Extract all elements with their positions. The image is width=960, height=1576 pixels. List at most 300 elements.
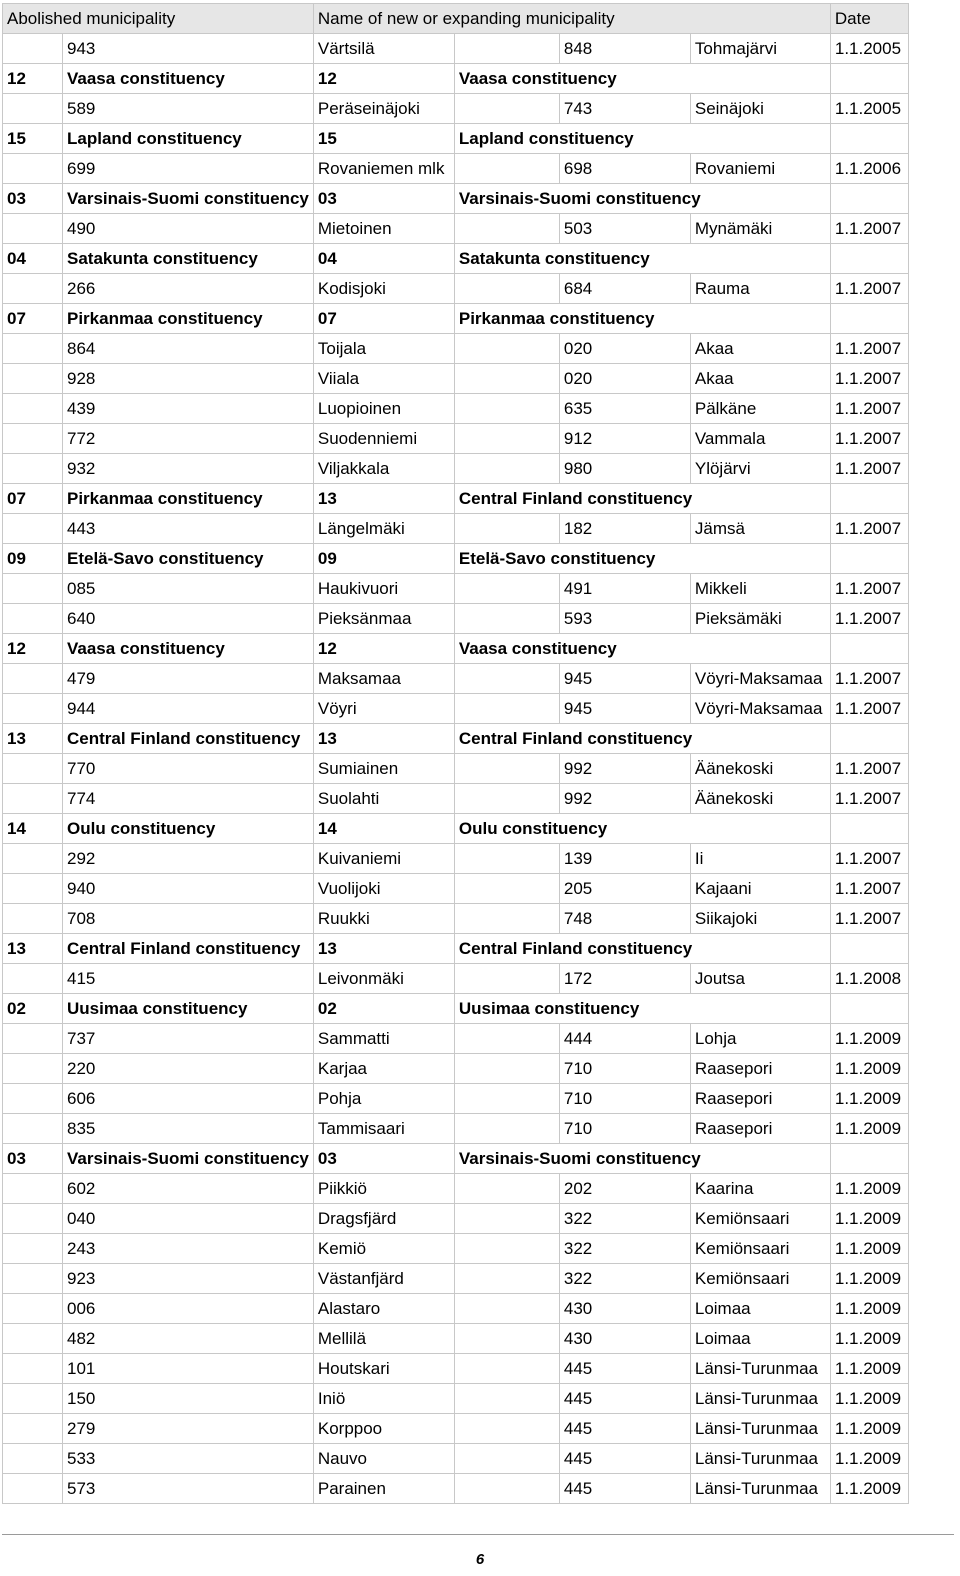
constituency-row	[3, 484, 909, 514]
new-municipality-name: Loimaa	[690, 1294, 830, 1324]
indent-cell	[3, 904, 63, 934]
municipality-row	[3, 1324, 909, 1354]
new-constituency-code: 14	[313, 814, 454, 844]
new-municipality-code: 748	[559, 904, 690, 934]
abolished-constituency-code: 15	[3, 124, 63, 154]
abolished-constituency-code: 02	[3, 994, 63, 1024]
merger-date: 1.1.2007	[830, 454, 908, 484]
constituency-row	[3, 304, 909, 334]
merger-date: 1.1.2005	[830, 34, 908, 64]
indent-cell	[454, 1294, 559, 1324]
page-number: 6	[475, 1551, 485, 1568]
new-constituency-code: 03	[313, 184, 454, 214]
merger-date: 1.1.2009	[830, 1264, 908, 1294]
new-municipality-code: 710	[559, 1054, 690, 1084]
abolished-municipality-name: Kemiö	[313, 1234, 454, 1264]
municipality-row	[3, 34, 909, 64]
indent-cell	[3, 1264, 63, 1294]
indent-cell	[454, 1444, 559, 1474]
new-constituency-name: Pirkanmaa constituency	[454, 304, 830, 334]
indent-cell	[454, 694, 559, 724]
new-municipality-name: Loimaa	[690, 1324, 830, 1354]
indent-cell	[3, 1084, 63, 1114]
new-municipality-code: 430	[559, 1294, 690, 1324]
new-municipality-code: 593	[559, 604, 690, 634]
abolished-municipality-code: 220	[63, 1054, 314, 1084]
indent-cell	[454, 1384, 559, 1414]
indent-cell	[454, 1324, 559, 1354]
new-municipality-name: Vöyri-Maksamaa	[690, 664, 830, 694]
new-municipality-name: Kajaani	[690, 874, 830, 904]
abolished-municipality-code: 835	[63, 1114, 314, 1144]
merger-date: 1.1.2007	[830, 844, 908, 874]
indent-cell	[454, 154, 559, 184]
indent-cell	[454, 1054, 559, 1084]
indent-cell	[3, 334, 63, 364]
indent-cell	[3, 274, 63, 304]
indent-cell	[454, 1354, 559, 1384]
abolished-municipality-code: 479	[63, 664, 314, 694]
municipality-row	[3, 1174, 909, 1204]
new-constituency-code: 02	[313, 994, 454, 1024]
indent-cell	[3, 754, 63, 784]
merger-date: 1.1.2009	[830, 1414, 908, 1444]
municipality-row	[3, 604, 909, 634]
abolished-municipality-code: 943	[63, 34, 314, 64]
abolished-constituency-code: 14	[3, 814, 63, 844]
indent-cell	[3, 1204, 63, 1234]
new-municipality-name: Vöyri-Maksamaa	[690, 694, 830, 724]
new-municipality-code: 503	[559, 214, 690, 244]
municipality-merger-table	[2, 3, 909, 1504]
new-municipality-code: 635	[559, 394, 690, 424]
new-municipality-code: 710	[559, 1114, 690, 1144]
abolished-constituency-name: Varsinais-Suomi constituency	[63, 184, 314, 214]
abolished-constituency-name: Oulu constituency	[63, 814, 314, 844]
new-municipality-code: 172	[559, 964, 690, 994]
constituency-row	[3, 544, 909, 574]
municipality-row	[3, 364, 909, 394]
indent-cell	[3, 1234, 63, 1264]
abolished-municipality-name: Iniö	[313, 1384, 454, 1414]
municipality-row	[3, 1294, 909, 1324]
new-municipality-code: 698	[559, 154, 690, 184]
indent-cell	[454, 334, 559, 364]
indent-cell	[3, 394, 63, 424]
indent-cell	[454, 574, 559, 604]
abolished-constituency-name: Satakunta constituency	[63, 244, 314, 274]
abolished-municipality-code: 150	[63, 1384, 314, 1414]
header-abolished-municipality: Abolished municipality	[3, 4, 314, 34]
indent-cell	[3, 454, 63, 484]
abolished-municipality-code: 243	[63, 1234, 314, 1264]
new-constituency-name: Central Finland constituency	[454, 484, 830, 514]
abolished-constituency-code: 09	[3, 544, 63, 574]
municipality-row	[3, 454, 909, 484]
abolished-municipality-code: 490	[63, 214, 314, 244]
constituency-row	[3, 1144, 909, 1174]
indent-cell	[3, 1294, 63, 1324]
municipality-row	[3, 844, 909, 874]
municipality-row	[3, 1204, 909, 1234]
date-cell	[830, 184, 908, 214]
new-municipality-code: 445	[559, 1354, 690, 1384]
merger-date: 1.1.2007	[830, 274, 908, 304]
new-municipality-code: 445	[559, 1474, 690, 1504]
new-municipality-code: 430	[559, 1324, 690, 1354]
indent-cell	[3, 604, 63, 634]
abolished-municipality-name: Ruukki	[313, 904, 454, 934]
merger-date: 1.1.2009	[830, 1324, 908, 1354]
new-constituency-name: Satakunta constituency	[454, 244, 830, 274]
new-municipality-name: Mynämäki	[690, 214, 830, 244]
new-municipality-name: Akaa	[690, 334, 830, 364]
new-constituency-code: 09	[313, 544, 454, 574]
abolished-municipality-code: 772	[63, 424, 314, 454]
abolished-municipality-name: Pohja	[313, 1084, 454, 1114]
indent-cell	[454, 214, 559, 244]
header-new-or-expanding-municipality: Name of new or expanding municipality	[313, 4, 830, 34]
municipality-row	[3, 754, 909, 784]
constituency-row	[3, 724, 909, 754]
abolished-municipality-name: Mellilä	[313, 1324, 454, 1354]
new-municipality-name: Siikajoki	[690, 904, 830, 934]
merger-date: 1.1.2007	[830, 364, 908, 394]
municipality-row	[3, 1114, 909, 1144]
constituency-row	[3, 634, 909, 664]
merger-date: 1.1.2007	[830, 904, 908, 934]
abolished-municipality-code: 708	[63, 904, 314, 934]
new-municipality-code: 205	[559, 874, 690, 904]
date-cell	[830, 484, 908, 514]
indent-cell	[3, 1384, 63, 1414]
abolished-municipality-name: Suodenniemi	[313, 424, 454, 454]
abolished-municipality-code: 292	[63, 844, 314, 874]
merger-date: 1.1.2009	[830, 1084, 908, 1114]
new-municipality-name: Kaarina	[690, 1174, 830, 1204]
indent-cell	[454, 34, 559, 64]
indent-cell	[3, 1024, 63, 1054]
abolished-municipality-name: Parainen	[313, 1474, 454, 1504]
municipality-row	[3, 964, 909, 994]
constituency-row	[3, 814, 909, 844]
new-municipality-name: Länsi-Turunmaa	[690, 1444, 830, 1474]
abolished-municipality-code: 640	[63, 604, 314, 634]
new-municipality-code: 139	[559, 844, 690, 874]
abolished-municipality-code: 774	[63, 784, 314, 814]
indent-cell	[3, 664, 63, 694]
municipality-row	[3, 334, 909, 364]
indent-cell	[454, 94, 559, 124]
new-municipality-name: Rauma	[690, 274, 830, 304]
new-municipality-code: 445	[559, 1384, 690, 1414]
new-municipality-name: Ii	[690, 844, 830, 874]
constituency-row	[3, 184, 909, 214]
indent-cell	[454, 874, 559, 904]
abolished-constituency-code: 13	[3, 934, 63, 964]
municipality-row	[3, 1234, 909, 1264]
constituency-row	[3, 64, 909, 94]
abolished-municipality-code: 533	[63, 1444, 314, 1474]
merger-date: 1.1.2009	[830, 1384, 908, 1414]
abolished-municipality-code: 864	[63, 334, 314, 364]
indent-cell	[3, 1114, 63, 1144]
indent-cell	[454, 1414, 559, 1444]
indent-cell	[454, 274, 559, 304]
indent-cell	[3, 1444, 63, 1474]
municipality-row	[3, 1474, 909, 1504]
indent-cell	[454, 1024, 559, 1054]
abolished-municipality-name: Kodisjoki	[313, 274, 454, 304]
new-municipality-code: 020	[559, 364, 690, 394]
indent-cell	[3, 94, 63, 124]
indent-cell	[3, 874, 63, 904]
municipality-row	[3, 694, 909, 724]
new-municipality-code: 445	[559, 1444, 690, 1474]
new-municipality-code: 202	[559, 1174, 690, 1204]
indent-cell	[454, 1204, 559, 1234]
indent-cell	[454, 364, 559, 394]
merger-date: 1.1.2007	[830, 694, 908, 724]
abolished-municipality-code: 737	[63, 1024, 314, 1054]
new-constituency-name: Central Finland constituency	[454, 724, 830, 754]
new-municipality-code: 710	[559, 1084, 690, 1114]
new-municipality-name: Raasepori	[690, 1084, 830, 1114]
new-municipality-code: 992	[559, 784, 690, 814]
indent-cell	[454, 1474, 559, 1504]
date-cell	[830, 994, 908, 1024]
abolished-constituency-name: Lapland constituency	[63, 124, 314, 154]
indent-cell	[3, 784, 63, 814]
new-constituency-name: Central Finland constituency	[454, 934, 830, 964]
new-constituency-code: 13	[313, 934, 454, 964]
merger-date: 1.1.2009	[830, 1114, 908, 1144]
indent-cell	[454, 1234, 559, 1264]
indent-cell	[3, 514, 63, 544]
new-municipality-code: 848	[559, 34, 690, 64]
indent-cell	[3, 964, 63, 994]
new-municipality-name: Kemiönsaari	[690, 1204, 830, 1234]
abolished-constituency-code: 12	[3, 64, 63, 94]
merger-date: 1.1.2009	[830, 1204, 908, 1234]
abolished-municipality-code: 266	[63, 274, 314, 304]
abolished-municipality-name: Vöyri	[313, 694, 454, 724]
indent-cell	[3, 214, 63, 244]
indent-cell	[3, 154, 63, 184]
abolished-municipality-name: Maksamaa	[313, 664, 454, 694]
indent-cell	[454, 394, 559, 424]
new-municipality-name: Länsi-Turunmaa	[690, 1384, 830, 1414]
abolished-constituency-name: Vaasa constituency	[63, 634, 314, 664]
abolished-municipality-name: Tammisaari	[313, 1114, 454, 1144]
merger-date: 1.1.2007	[830, 394, 908, 424]
new-municipality-code: 945	[559, 664, 690, 694]
date-cell	[830, 814, 908, 844]
abolished-constituency-code: 04	[3, 244, 63, 274]
new-municipality-name: Raasepori	[690, 1054, 830, 1084]
abolished-municipality-name: Rovaniemen mlk	[313, 154, 454, 184]
abolished-municipality-code: 040	[63, 1204, 314, 1234]
indent-cell	[3, 844, 63, 874]
merger-date: 1.1.2007	[830, 604, 908, 634]
merger-date: 1.1.2009	[830, 1354, 908, 1384]
abolished-municipality-code: 602	[63, 1174, 314, 1204]
municipality-row	[3, 394, 909, 424]
new-municipality-name: Äänekoski	[690, 784, 830, 814]
abolished-constituency-name: Vaasa constituency	[63, 64, 314, 94]
abolished-municipality-code: 443	[63, 514, 314, 544]
abolished-constituency-name: Pirkanmaa constituency	[63, 304, 314, 334]
abolished-constituency-code: 07	[3, 484, 63, 514]
municipality-row	[3, 1084, 909, 1114]
abolished-municipality-code: 573	[63, 1474, 314, 1504]
new-municipality-name: Kemiönsaari	[690, 1234, 830, 1264]
merger-date: 1.1.2007	[830, 334, 908, 364]
new-constituency-name: Varsinais-Suomi constituency	[454, 184, 830, 214]
new-municipality-name: Tohmajärvi	[690, 34, 830, 64]
new-municipality-name: Ylöjärvi	[690, 454, 830, 484]
indent-cell	[454, 664, 559, 694]
merger-date: 1.1.2007	[830, 784, 908, 814]
indent-cell	[454, 1264, 559, 1294]
new-municipality-name: Länsi-Turunmaa	[690, 1414, 830, 1444]
abolished-municipality-code: 606	[63, 1084, 314, 1114]
new-constituency-code: 12	[313, 634, 454, 664]
new-municipality-name: Seinäjoki	[690, 94, 830, 124]
abolished-municipality-name: Karjaa	[313, 1054, 454, 1084]
abolished-municipality-name: Sumiainen	[313, 754, 454, 784]
constituency-row	[3, 934, 909, 964]
date-cell	[830, 634, 908, 664]
indent-cell	[454, 784, 559, 814]
merger-date: 1.1.2009	[830, 1174, 908, 1204]
indent-cell	[454, 604, 559, 634]
abolished-municipality-name: Viiala	[313, 364, 454, 394]
abolished-municipality-name: Västanfjärd	[313, 1264, 454, 1294]
new-constituency-name: Etelä-Savo constituency	[454, 544, 830, 574]
new-constituency-code: 15	[313, 124, 454, 154]
abolished-municipality-code: 928	[63, 364, 314, 394]
indent-cell	[3, 1414, 63, 1444]
new-municipality-code: 322	[559, 1204, 690, 1234]
indent-cell	[454, 1174, 559, 1204]
abolished-constituency-code: 03	[3, 1144, 63, 1174]
municipality-row	[3, 904, 909, 934]
abolished-municipality-name: Suolahti	[313, 784, 454, 814]
abolished-municipality-name: Peräseinäjoki	[313, 94, 454, 124]
abolished-municipality-code: 415	[63, 964, 314, 994]
abolished-municipality-name: Haukivuori	[313, 574, 454, 604]
municipality-row	[3, 574, 909, 604]
municipality-row	[3, 1354, 909, 1384]
abolished-constituency-code: 13	[3, 724, 63, 754]
header-date: Date	[830, 4, 908, 34]
abolished-municipality-name: Kuivaniemi	[313, 844, 454, 874]
indent-cell	[3, 1324, 63, 1354]
new-municipality-name: Vammala	[690, 424, 830, 454]
date-cell	[830, 934, 908, 964]
abolished-constituency-name: Pirkanmaa constituency	[63, 484, 314, 514]
indent-cell	[454, 424, 559, 454]
date-cell	[830, 304, 908, 334]
indent-cell	[3, 424, 63, 454]
new-municipality-name: Lohja	[690, 1024, 830, 1054]
indent-cell	[3, 1174, 63, 1204]
municipality-row	[3, 514, 909, 544]
abolished-municipality-name: Värtsilä	[313, 34, 454, 64]
indent-cell	[3, 1474, 63, 1504]
municipality-row	[3, 94, 909, 124]
abolished-municipality-code: 085	[63, 574, 314, 604]
new-constituency-code: 12	[313, 64, 454, 94]
new-municipality-code: 945	[559, 694, 690, 724]
constituency-row	[3, 244, 909, 274]
municipality-row	[3, 274, 909, 304]
abolished-municipality-code: 439	[63, 394, 314, 424]
date-cell	[830, 724, 908, 754]
new-constituency-name: Varsinais-Suomi constituency	[454, 1144, 830, 1174]
footer-divider	[2, 1534, 954, 1535]
table-header-row	[3, 4, 909, 34]
indent-cell	[3, 694, 63, 724]
indent-cell	[454, 1084, 559, 1114]
new-constituency-name: Oulu constituency	[454, 814, 830, 844]
new-municipality-code: 444	[559, 1024, 690, 1054]
municipality-row	[3, 664, 909, 694]
municipality-row	[3, 1024, 909, 1054]
new-constituency-name: Vaasa constituency	[454, 634, 830, 664]
merger-date: 1.1.2007	[830, 424, 908, 454]
new-municipality-name: Joutsa	[690, 964, 830, 994]
abolished-municipality-name: Dragsfjärd	[313, 1204, 454, 1234]
merger-date: 1.1.2007	[830, 214, 908, 244]
new-municipality-code: 182	[559, 514, 690, 544]
abolished-municipality-code: 699	[63, 154, 314, 184]
date-cell	[830, 124, 908, 154]
municipality-row	[3, 1054, 909, 1084]
new-municipality-code: 992	[559, 754, 690, 784]
merger-date: 1.1.2009	[830, 1234, 908, 1264]
indent-cell	[454, 964, 559, 994]
abolished-municipality-code: 770	[63, 754, 314, 784]
merger-date: 1.1.2007	[830, 514, 908, 544]
indent-cell	[454, 1114, 559, 1144]
date-cell	[830, 244, 908, 274]
abolished-municipality-code: 279	[63, 1414, 314, 1444]
abolished-municipality-code: 944	[63, 694, 314, 724]
indent-cell	[454, 904, 559, 934]
new-municipality-name: Kemiönsaari	[690, 1264, 830, 1294]
abolished-municipality-name: Leivonmäki	[313, 964, 454, 994]
abolished-municipality-name: Houtskari	[313, 1354, 454, 1384]
abolished-municipality-code: 006	[63, 1294, 314, 1324]
new-municipality-code: 020	[559, 334, 690, 364]
new-municipality-code: 491	[559, 574, 690, 604]
new-constituency-code: 13	[313, 484, 454, 514]
abolished-municipality-code: 589	[63, 94, 314, 124]
new-municipality-name: Jämsä	[690, 514, 830, 544]
abolished-municipality-name: Alastaro	[313, 1294, 454, 1324]
municipality-row	[3, 1414, 909, 1444]
new-constituency-code: 04	[313, 244, 454, 274]
merger-date: 1.1.2009	[830, 1024, 908, 1054]
municipality-row	[3, 1444, 909, 1474]
constituency-row	[3, 124, 909, 154]
abolished-municipality-code: 923	[63, 1264, 314, 1294]
new-municipality-code: 445	[559, 1414, 690, 1444]
municipality-row	[3, 154, 909, 184]
abolished-municipality-name: Piikkiö	[313, 1174, 454, 1204]
